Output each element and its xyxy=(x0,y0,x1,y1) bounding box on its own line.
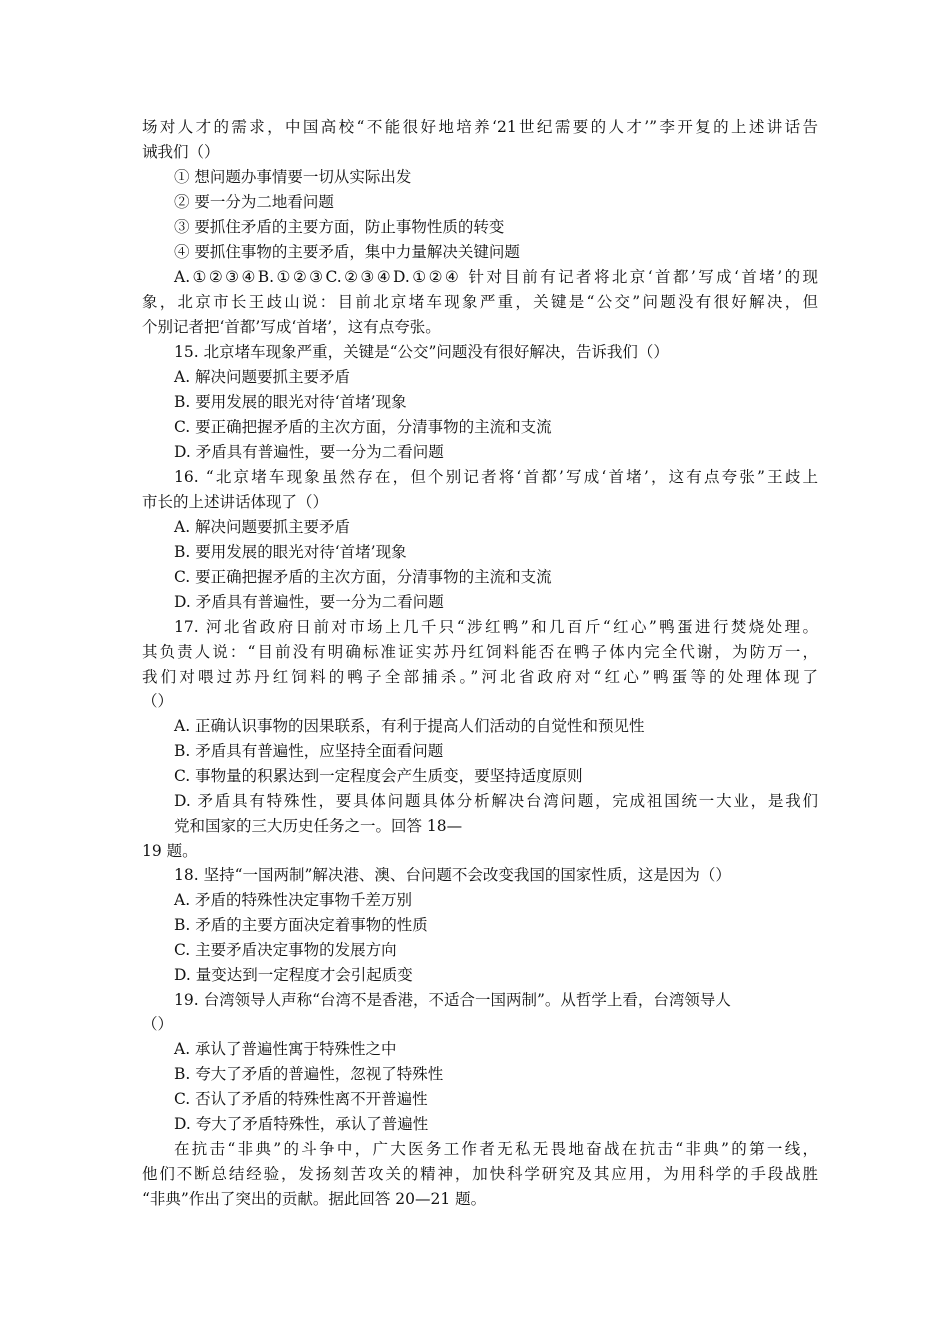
text-line: 市长的上述讲话体现了（） xyxy=(142,493,329,511)
text-line: ② 要一分为二地看问题 xyxy=(174,193,334,211)
text-line: 在抗击“非典”的斗争中，广大医务工作者无私无畏地奋战在抗击“非典”的第一线， xyxy=(174,1140,818,1158)
option-a: A. 矛盾的特殊性决定事物千差万别 xyxy=(174,891,413,909)
option-b: B. 矛盾具有普遍性，应坚持全面看问题 xyxy=(174,742,444,760)
text-line: A.①②③④B.①②③C.②③④D.①②④ 针对目前有记者将北京‘首都’写成‘首堵’的现 xyxy=(174,268,818,286)
text-line: 象，北京市长王歧山说：目前北京堵车现象严重，关键是“公交”问题没有很好解决，但 xyxy=(142,293,818,311)
text-line: 诫我们（） xyxy=(142,143,220,161)
option-c: C. 要正确把握矛盾的主次方面，分清事物的主流和支流 xyxy=(174,568,552,586)
text-line: ③ 要抓住矛盾的主要方面，防止事物性质的转变 xyxy=(174,218,505,236)
option-a: A. 解决问题要抓主要矛盾 xyxy=(174,518,351,536)
text-line: ① 想问题办事情要一切从实际出发 xyxy=(174,168,412,186)
text-line: 他们不断总结经验，发扬刻苦攻关的精神，加快科学研究及其应用，为用科学的手段战胜 xyxy=(142,1165,818,1183)
option-d: D. 矛盾具有普遍性，要一分为二看问题 xyxy=(174,443,444,461)
text-line: ④ 要抓住事物的主要矛盾，集中力量解决关键问题 xyxy=(174,243,520,261)
option-a: A. 解决问题要抓主要矛盾 xyxy=(174,368,351,386)
text-line: （） xyxy=(142,1015,174,1033)
text-line: 个别记者把‘首都’写成‘首堵’，这有点夸张。 xyxy=(142,318,441,336)
option-c: C. 主要矛盾决定事物的发展方向 xyxy=(174,941,397,959)
text-line: （） xyxy=(142,692,174,710)
option-a: A. 承认了普遍性寓于特殊性之中 xyxy=(174,1040,397,1058)
option-d: D. 夸大了矛盾特殊性，承认了普遍性 xyxy=(174,1115,429,1133)
text-line: 19 题。 xyxy=(142,842,198,860)
option-d: D. 矛盾具有特殊性，要具体问题具体分析解决台湾问题，完成祖国统一大业，是我们 xyxy=(174,792,818,810)
text-line: 党和国家的三大历史任务之一。回答 18— xyxy=(174,817,463,835)
option-b: B. 夸大了矛盾的普遍性，忽视了特殊性 xyxy=(174,1065,444,1083)
question-19: 19. 台湾领导人声称“台湾不是香港，不适合一国两制”。从哲学上看，台湾领导人 xyxy=(174,991,731,1009)
option-a: A. 正确认识事物的因果联系，有利于提高人们活动的自觉性和预见性 xyxy=(174,717,645,735)
text-line: 我们对喂过苏丹红饲料的鸭子全部捕杀。”河北省政府对“红心”鸭蛋等的处理体现了 xyxy=(142,668,818,686)
option-c: C. 否认了矛盾的特殊性离不开普遍性 xyxy=(174,1090,428,1108)
option-b: B. 矛盾的主要方面决定着事物的性质 xyxy=(174,916,428,934)
option-c: C. 事物量的积累达到一定程度会产生质变，要坚持适度原则 xyxy=(174,767,583,785)
option-b: B. 要用发展的眼光对待‘首堵’现象 xyxy=(174,393,407,411)
option-c: C. 要正确把握矛盾的主次方面，分清事物的主流和支流 xyxy=(174,418,552,436)
option-d: D. 矛盾具有普遍性，要一分为二看问题 xyxy=(174,593,444,611)
question-17: 17. 河北省政府日前对市场上几千只“涉红鸭”和几百斤“红心”鸭蛋进行焚烧处理。 xyxy=(174,618,818,636)
text-line: 场对人才的需求，中国高校“不能很好地培养‘21世纪需要的人才’”李开复的上述讲话告 xyxy=(142,118,818,136)
question-15: 15. 北京堵车现象严重，关键是“公交”问题没有很好解决，告诉我们（） xyxy=(174,343,669,361)
option-b: B. 要用发展的眼光对待‘首堵’现象 xyxy=(174,543,407,561)
question-18: 18. 坚持“一国两制”解决港、澳、台问题不会改变我国的国家性质，这是因为（） xyxy=(174,866,731,884)
question-16: 16. “北京堵车现象虽然存在，但个别记者将‘首都’写成‘首堵’，这有点夸张”王歧上 xyxy=(174,468,818,486)
text-line: “非典”作出了突出的贡献。据此回答 20—21 题。 xyxy=(142,1190,487,1208)
option-d: D. 量变达到一定程度才会引起质变 xyxy=(174,966,413,984)
text-line: 其负责人说：“目前没有明确标准证实苏丹红饲料能否在鸭子体内完全代谢，为防万一， xyxy=(142,643,818,661)
